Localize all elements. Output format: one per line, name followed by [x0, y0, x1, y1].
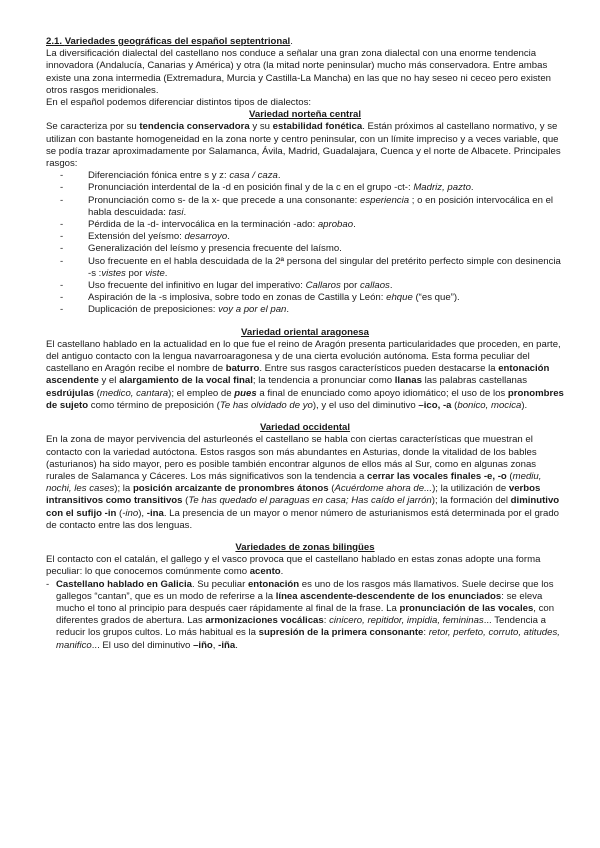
list-item	[46, 182, 564, 194]
bold-run: -iña	[218, 639, 236, 651]
example-run: medico, cantara	[99, 387, 169, 399]
text-run: El contacto con el catalán, el gallego y el vasco provoca que el castellano hablado en estas zonas adopte una forma peculiar: lo que conocemos comúnmente como	[46, 554, 541, 578]
text-run: por	[340, 280, 360, 292]
example-run: vistes	[101, 267, 126, 279]
example-run: callaos	[359, 280, 390, 292]
bullet-dash: -	[60, 243, 64, 255]
bold-run: pronunciación de las vocales	[399, 602, 534, 614]
heading-number: 2.1.	[46, 36, 63, 47]
text-run: Se caracteriza por su	[46, 121, 140, 133]
bold-run: alargamiento de la vocal final	[119, 375, 253, 387]
text-run: ); el empleo de	[168, 387, 235, 399]
text-run: .	[235, 639, 238, 651]
text-run: (“es que”).	[412, 292, 460, 304]
text-run: . Están próximos al castellano normativo, y se utilizan con bastante homogeneidad en la zona norte y centro peninsular, con un límite impreciso y a veces variable, que se podía trazar aproximadamente por Salamanca, Ávila, Madrid, Guadalajara, Cuenca y el norte de Albacete. Principales rasgos:	[46, 121, 561, 170]
text-run: Aspiración de la -s implosiva, sobre todo en zonas de Castilla y León:	[88, 292, 387, 304]
bullet-dash: -	[60, 304, 64, 316]
heading-end: .	[290, 36, 293, 47]
text-run: es uno de los rasgos más llamativos. Suele decirse que los gallegos “cantan”, que es un modo de referirse a la	[56, 578, 554, 602]
list-item	[46, 292, 564, 304]
example-run: mediu, nochi, les cases	[46, 470, 542, 495]
text-run: , con diferentes grados de abertura. Las	[56, 602, 555, 627]
bullet-dash: -	[60, 231, 64, 243]
heading-title: Variedades geográficas del español septentrional	[64, 36, 291, 47]
text-run: (	[116, 507, 123, 519]
text-run: En la zona de mayor pervivencia del asturleonés el castellano se habla con ciertas características que muestran el contacto con la variedad autóctona. Estos rasgos son más abundantes en Asturias, donde la vitalidad de los bables (asturianos) ha sido mayor, pero es posible también encontrar algunos de ellos más al Sur, como en algunas zonas rurales de Salamanca y Cáceres. Los más significativos son la tendencia a	[46, 434, 537, 482]
list-item	[46, 195, 564, 219]
text-run: y su	[249, 121, 273, 133]
intro-section	[46, 36, 564, 109]
text-run: .	[277, 170, 281, 182]
example-run: tasi	[168, 206, 184, 218]
bold-run: entonación ascendente	[46, 363, 550, 387]
list-item	[46, 219, 564, 231]
text-run: Generalización del leísmo y presencia frecuente del laísmo.	[88, 243, 342, 255]
text-run: ... El uso del diminutivo	[91, 639, 194, 651]
bold-run: supresión de la primera consonante	[258, 627, 424, 639]
text-run: las palabras castellanas	[421, 375, 528, 387]
example-run: viste	[145, 267, 165, 279]
text-run: Pronunciación como s- de la x- que precede a una consonante:	[88, 194, 360, 206]
text-run: :	[423, 627, 429, 639]
list-item	[46, 243, 564, 255]
text-run: .	[183, 206, 187, 218]
example-run: voy a por el pan	[218, 304, 287, 316]
list-item	[46, 280, 564, 292]
intro-paragraph: La diversificación dialectal del castellano nos conduce a señalar una gran zona dialectal con una enorme tendencia innovadora (Andalucía, Canarias y América) y otra (la mitad norte peninsular) mucho más conservadora. Entre ambas existe una zona intermedia (Extremadura, Murcia y Castilla-La Mancha) en las que no hay seseo ni ceceo pero existen otros rasgos meridionales.	[46, 48, 552, 96]
bold-run: armonizaciones vocálicas	[205, 615, 324, 627]
bullet-dash: -	[60, 255, 64, 267]
bold-run: tendencia conservadora	[139, 121, 250, 133]
text-run: Pérdida de la -d- intervocálica en la terminación -ado:	[88, 219, 318, 231]
text-run: a final de enunciado como apoyo idiomático; el uso de los	[256, 387, 508, 399]
bilingual-title: Variedades de zonas bilingües	[235, 541, 375, 553]
bold-run: baturro	[225, 363, 260, 375]
text-run: .	[389, 280, 393, 292]
text-run: (	[94, 387, 100, 399]
bold-run: pronombres de sujeto	[46, 387, 564, 411]
text-run: :	[323, 615, 330, 627]
example-run: bonico, mocica	[457, 399, 522, 411]
example-run: Te has olvidado de yo	[219, 399, 313, 411]
text-run: ),	[138, 507, 147, 519]
text-run: .	[470, 182, 474, 194]
example-run: casa / caza	[229, 170, 278, 182]
example-run: -ino	[122, 507, 139, 519]
text-run: como término de preposición (	[88, 399, 220, 411]
bold-run: estabilidad fonética	[272, 121, 363, 133]
text-run: ; o en posición intervocálica en el habla descuidada:	[88, 194, 554, 218]
west-title: Variedad occidental	[259, 422, 351, 434]
text-run: y el	[98, 375, 120, 387]
text-run: Extensión del yeísmo:	[88, 231, 185, 243]
example-run: Te has quedado el paraguas en casa; Has caído el jarrón	[188, 495, 432, 507]
text-run: (	[451, 399, 458, 411]
example-run: desarroyo	[184, 231, 228, 243]
bullet-dash: -	[60, 170, 64, 182]
example-run: aprobao	[317, 219, 354, 231]
text-run: .	[280, 566, 284, 578]
bold-run: -ina	[146, 507, 164, 519]
bold-run: esdrújulas	[46, 387, 94, 399]
bold-run: –iño	[193, 639, 213, 651]
text-run: .	[227, 231, 230, 243]
bullet-dash: -	[46, 578, 50, 590]
text-run: Diferenciación fónica entre s y z:	[88, 170, 230, 182]
text-run: Uso frecuente en el habla descuidada de la 2ª persona del singular del pretérito perfecto simple con desinencia -s :	[88, 255, 561, 279]
text-run: ; la tendencia a pronunciar como	[252, 375, 395, 387]
spacer	[46, 532, 564, 542]
text-run: ,	[212, 639, 219, 651]
example-run: retor, perfeto, corruto, atitudes, manifico	[56, 627, 560, 651]
list-item	[46, 256, 564, 280]
text-run: ).	[521, 399, 528, 411]
text-run: .	[286, 304, 290, 316]
text-run: Pronunciación interdental de la -d en posición final y de la c en el grupo -ct-:	[88, 182, 414, 194]
section-heading	[46, 36, 290, 47]
bullet-dash: -	[60, 182, 64, 194]
bold-run: Castellano hablado en Galicia	[56, 578, 192, 590]
list-item	[46, 304, 564, 316]
text-run: .	[353, 219, 356, 231]
bold-run: diminutivo con el sufijo -in	[46, 495, 560, 519]
text-run: . La presencia de un mayor o menor número de asturianismos está determinada por el grado de contacto entre las dos lenguas.	[46, 507, 559, 531]
bullet-dash: -	[60, 280, 64, 292]
bullet-dash: -	[60, 219, 64, 231]
example-run: esperiencia	[360, 194, 410, 206]
east-title: Variedad oriental aragonesa	[241, 326, 369, 338]
text-run: ), y el uso del diminutivo	[312, 399, 419, 411]
text-run: (	[182, 495, 189, 507]
bold-italic-run: pues	[234, 387, 257, 399]
north-title: Variedad norteña central	[249, 109, 361, 121]
text-run: ); la formación del	[431, 495, 511, 507]
spacer	[46, 317, 564, 327]
text-run: (	[328, 483, 335, 495]
text-run: (	[506, 470, 513, 482]
text-run: ... Tendencia a reducir los grupos cultos. Lo más habitual es la	[56, 615, 546, 639]
example-run: Callaros	[305, 280, 341, 292]
bold-run: posición arcaizante de pronombres átonos	[132, 483, 329, 495]
text-run: . Entre sus rasgos característicos pueden destacarse la	[259, 363, 499, 375]
example-run: Acuérdome ahora de...	[334, 483, 433, 495]
text-run: : se eleva mucho el tono al principio para después caer rápidamente al final de la frase. La	[56, 590, 543, 614]
north-features-list	[46, 170, 564, 316]
spacer	[46, 412, 564, 422]
example-run: cinicero, repitidor, impidia, femininas	[329, 615, 484, 627]
bold-run: verbos intransitivos como transitivos	[46, 483, 541, 507]
bold-run: acento	[249, 566, 281, 578]
intro-lead: En el español podemos diferenciar distintos tipos de dialectos:	[46, 97, 312, 109]
bilingual-paragraph	[46, 554, 564, 578]
text-run: El castellano hablado en la actualidad en lo que fue el reino de Aragón presenta particularidades que proceden, en parte, del antiguo contacto con la lengua navarroaragonesa y de una cierta evolución autónoma. Esta forma peculiar del castellano en Aragón recibe el nombre de	[46, 338, 561, 375]
list-item	[46, 231, 564, 243]
text-run: . Su peculiar	[191, 578, 248, 590]
bold-run: –ico, -a	[418, 399, 452, 411]
text-run: .	[164, 267, 168, 279]
text-run: Uso frecuente del infinitivo en lugar del imperativo:	[88, 280, 306, 292]
east-paragraph	[46, 339, 564, 412]
bilingual-list	[46, 579, 564, 652]
text-run: Duplicación de preposiciones:	[88, 304, 219, 316]
bold-run: línea ascendente-descendente de los enunciados	[275, 590, 502, 602]
text-run: ); la	[114, 483, 133, 495]
example-run: Madriz, pazto	[413, 182, 471, 194]
bullet-dash: -	[60, 194, 64, 206]
list-item	[46, 579, 564, 652]
bullet-dash: -	[60, 292, 64, 304]
list-item	[46, 170, 564, 182]
north-paragraph	[46, 121, 564, 170]
example-run: ehque	[386, 292, 413, 304]
text-run: por	[125, 267, 146, 279]
bold-run: entonación	[247, 578, 300, 590]
text-run: ); la utilización de	[432, 483, 509, 495]
west-paragraph	[46, 434, 564, 532]
bold-run: cerrar las vocales finales -e, -o	[367, 470, 507, 482]
bold-run: llanas	[394, 375, 422, 387]
